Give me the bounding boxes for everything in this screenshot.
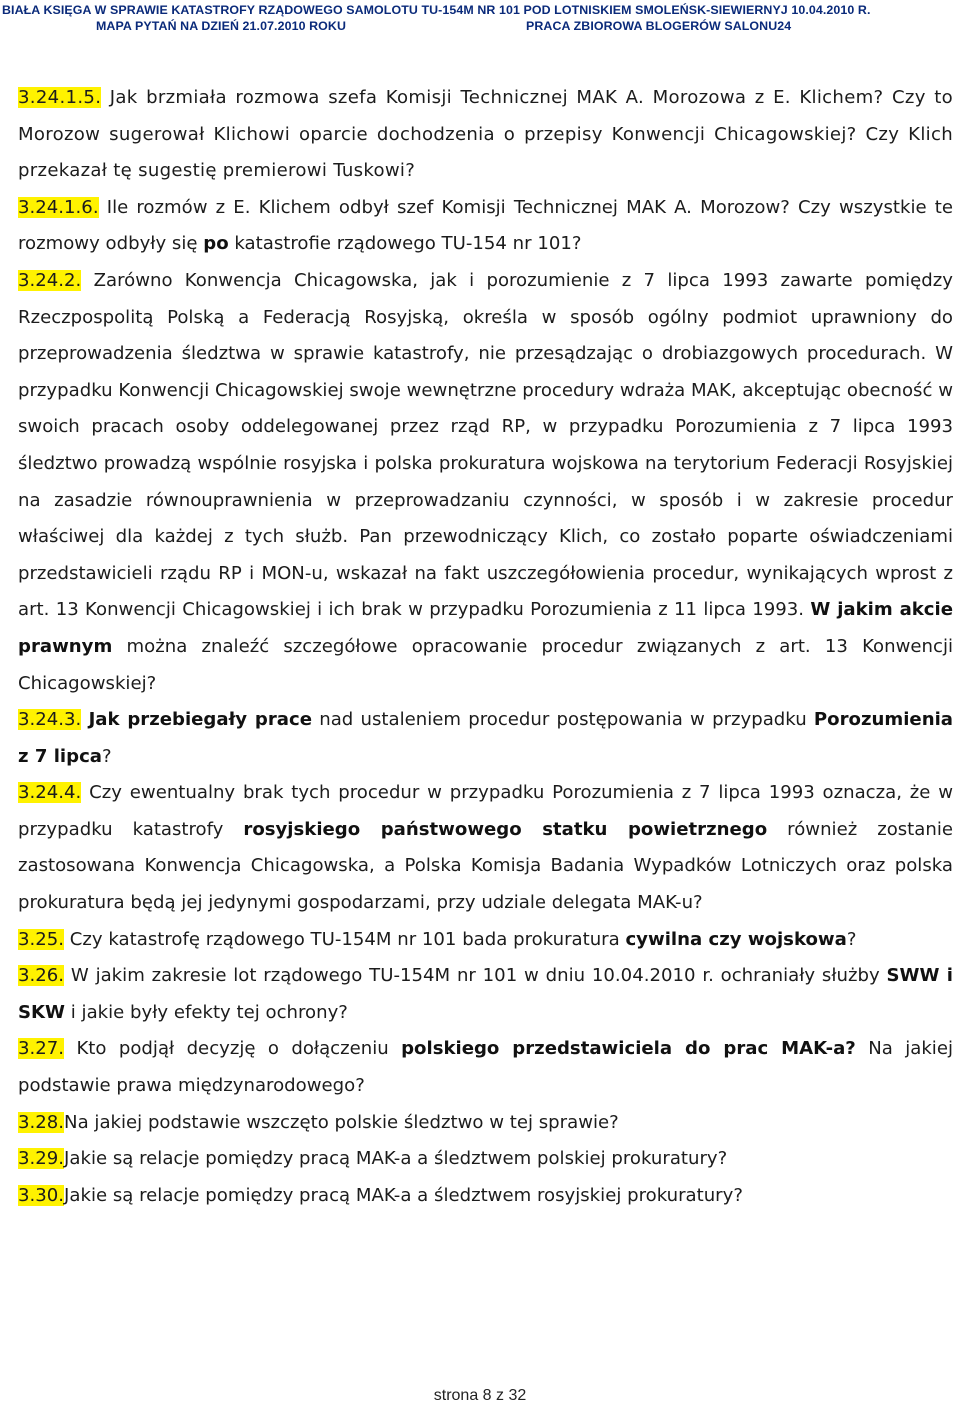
question-3-26: 3.26. W jakim zakresie lot rządowego TU-154M nr 101 w dniu 10.04.2010 r. ochraniały służby SWW i SKW i jakie były efekty tej ochrony? (18, 965, 953, 1023)
question-3-30 (18, 1178, 953, 1215)
document-body (18, 80, 953, 1214)
question-text: Jak brzmiała rozmowa szefa Komisji Technicznej MAK A. Morozowa z E. Klichem? Czy to Morozow sugerował Klichowi oparcie dochodzenia o przepisy Konwencji Chicagowskiej? Czy Klich przekazał tę sugestię premierowi Tuskowi? (18, 87, 953, 182)
section-number: 3.28. (18, 1111, 65, 1133)
page-number: strona 8 z 32 (433, 1387, 527, 1404)
emphasis: SWW i SKW (18, 965, 953, 1023)
header-date: MAPA PYTAŃ NA DZIEŃ 21.07.2010 ROKU (96, 19, 346, 33)
question-text: Na jakiej podstawie wszczęto polskie śledztwo w tej sprawie? (64, 1111, 619, 1133)
section-number: 3.27. (18, 1038, 65, 1060)
emphasis: po (203, 233, 229, 255)
emphasis: polskiego przedstawiciela do prac MAK-a? (401, 1038, 856, 1060)
emphasis: cywilna czy wojskowa (625, 928, 847, 950)
emphasis: rosyjskiego państwowego statku powietrznego (243, 818, 768, 840)
section-number: 3.25. (18, 928, 65, 950)
section-number: 3.26. (18, 965, 65, 987)
emphasis: Porozumienia z 7 lipca (18, 709, 953, 767)
question-3-25: 3.25. Czy katastrofę rządowego TU-154M nr 101 bada prokuratura cywilna czy wojskowa? (18, 928, 857, 950)
section-number: 3.24.2. (18, 269, 82, 291)
question-3-27: 3.27. Kto podjął decyzję o dołączeniu polskiego przedstawiciela do prac MAK-a? Na jakiej podstawie prawa międzynarodowego? (18, 1038, 953, 1097)
section-number: 3.24.1.6. (18, 196, 99, 218)
question-3-29 (18, 1141, 953, 1178)
question-3-24-1-5 (18, 80, 953, 190)
question-text: Jakie są relacje pomiędzy pracą MAK-a a śledztwem rosyjskiej prokuratury? (64, 1184, 743, 1206)
question-3-24-4: 3.24.4. Czy ewentualny brak tych procedur w przypadku Porozumienia z 7 lipca 1993 oznacza, że w przypadku katastrofy rosyjskiego państwowego statku powietrznego również zostanie zastosowana Konwencja Chicagowska, a Polska Komisja Badania Wypadków Lotniczych oraz polska prokuratura będą jej jedynymi gospodarzami, przy udziale delegata MAK-u? (18, 782, 953, 914)
question-3-24-3: 3.24.3. Jak przebiegały prace nad ustaleniem procedur postępowania w przypadku Porozumienia z 7 lipca? (18, 709, 953, 767)
question-3-24-2: 3.24.2. Zarówno Konwencja Chicagowska, jak i porozumienie z 7 lipca 1993 zawarte pomiędzy Rzeczpospolitą Polską a Federacją Rosyjską, określa w sposób ogólny podmiot uprawniony do przeprowadzenia śledztwa w sprawie katastrofy, nie przesądzając o drobiazgowych procedurach. W przypadku Konwencji Chicagowskiej swoje wewnętrzne procedury wdraża MAK, akceptując obecność w swoich pracach osoby oddelegowanej przez rząd RP, w przypadku Porozumienia z 7 lipca 1993 śledztwo prowadzą wspólnie rosyjska i polska prokuratura wojskowa na terytorium Federacji Rosyjskiej na zasadzie równouprawnienia w przeprowadzaniu czynności, w sposób i w zakresie procedur właściwej dla każdej z tych służb. Pan przewodniczący Klich, co zostało poparte oświadczeniami przedstawicieli rządu RP i MON-u, wskazał na fakt uszczegółowienia procedur, wynikających wprost z art. 13 Konwencji Chicagowskiej i ich brak w przypadku Porozumienia z 11 lipca 1993. W jakim akcie prawnym można znaleźć szczegółowe opracowanie procedur związanych z art. 13 Konwencji Chicagowskiej? (18, 269, 954, 694)
section-number: 3.24.3. (18, 709, 82, 731)
question-3-24-1-6: 3.24.1.6. Ile rozmów z E. Klichem odbył szef Komisji Technicznej MAK A. Morozow? Czy wszystkie te rozmowy odbyły się po katastrofie rządowego TU-154 nr 101? (18, 196, 953, 255)
section-number: 3.24.4. (18, 782, 82, 804)
section-number: 3.24.1.5. (18, 87, 102, 108)
question-text: Jakie są relacje pomiędzy pracą MAK-a a śledztwem polskiej prokuratury? (64, 1148, 728, 1170)
header-title: BIAŁA KSIĘGA W SPRAWIE KATASTROFY RZĄDOWEGO SAMOLOTU TU-154M NR 101 POD LOTNISKIEM SMOLEŃSK-SIEWIERNYJ 10.04.2010 R. (2, 3, 871, 17)
section-number: 3.29. (18, 1148, 65, 1170)
emphasis: W jakim akcie prawnym (18, 599, 954, 657)
section-number: 3.30. (18, 1184, 65, 1206)
question-3-28 (18, 1105, 953, 1142)
page-header (0, 0, 960, 38)
header-author: PRACA ZBIOROWA BLOGERÓW SALONU24 (526, 19, 792, 33)
emphasis: Jak przebiegały prace (88, 709, 312, 731)
